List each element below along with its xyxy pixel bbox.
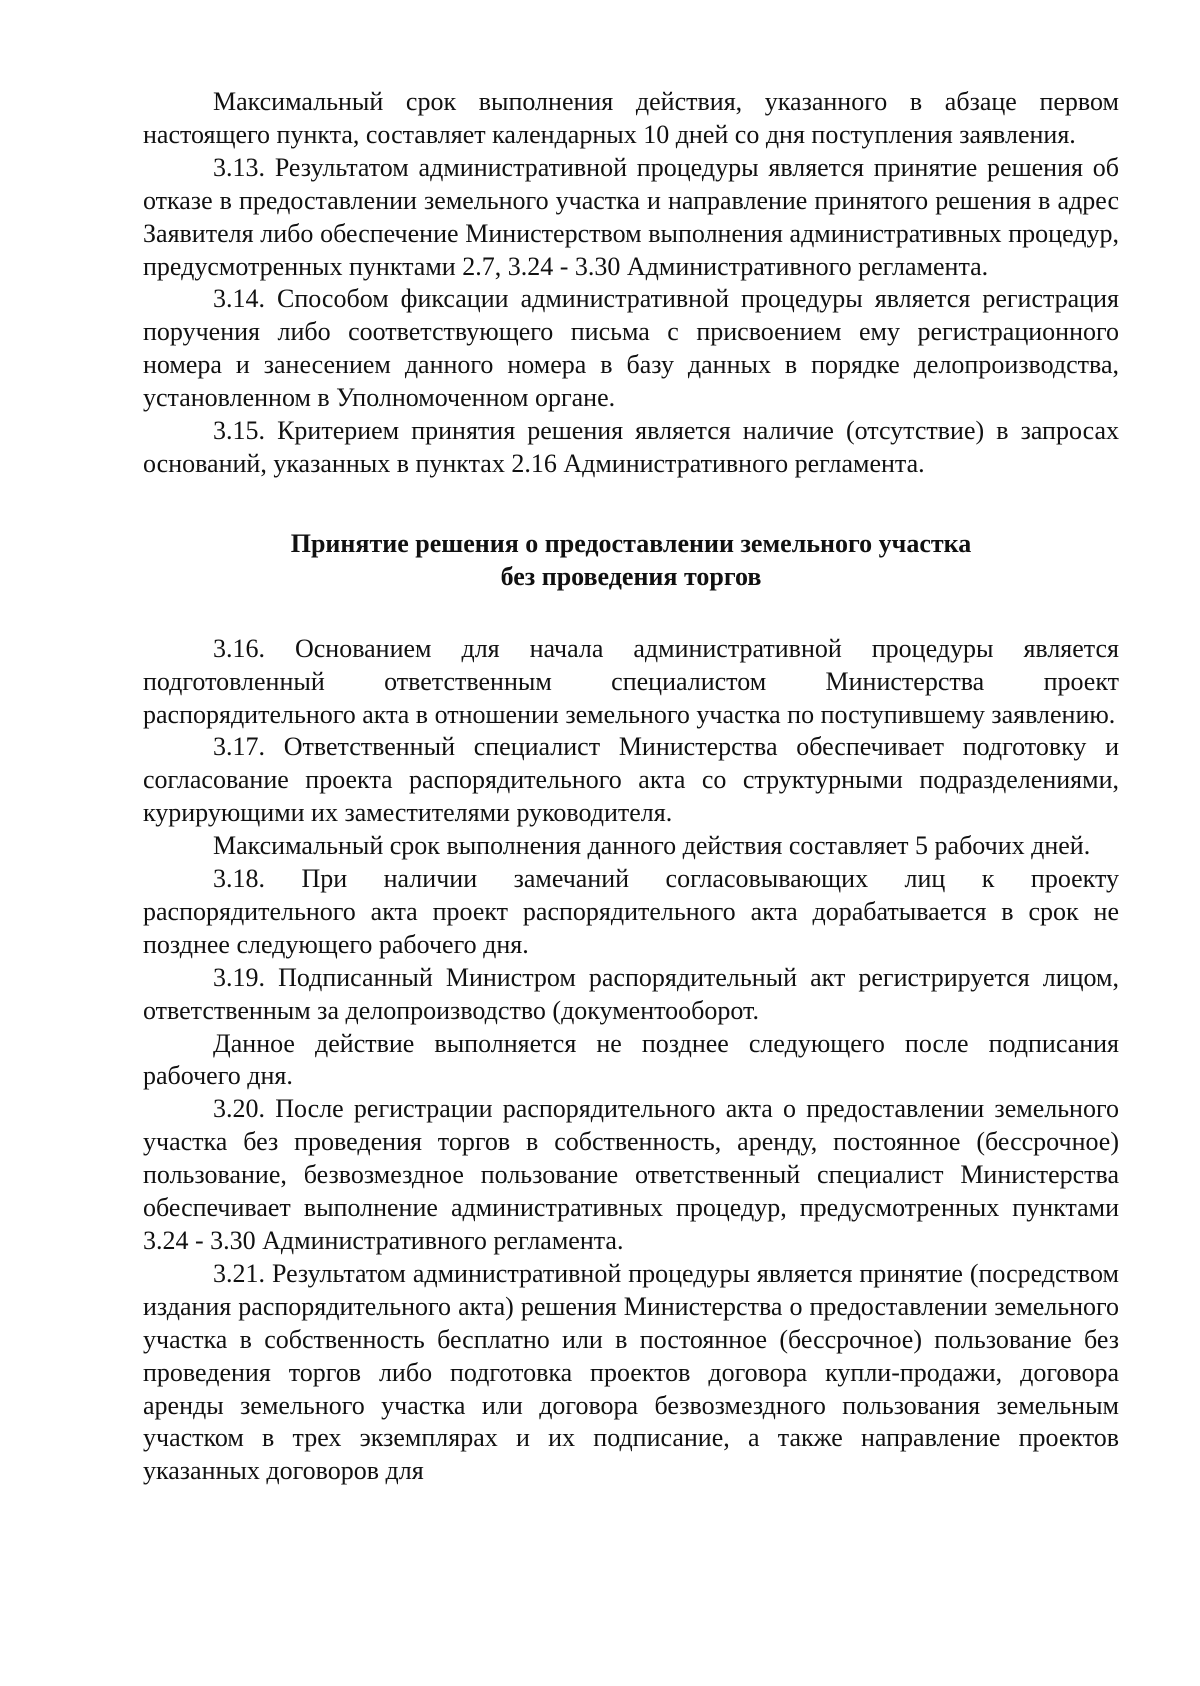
paragraph-3-20: 3.20. После регистрации распорядительного акта о предоставлении земельного участка без проведения торгов в собственность, аренду, постоянное (бессрочное) пользование, безвозмездное пользование ответственный специалист Министерства обеспечивает выполнение административных процедур, предусмотренных пунктами 3.24 - 3.30 Административного регламента.	[143, 1094, 1119, 1255]
paragraph-3-16: 3.16. Основанием для начала административной процедуры является подготовленный ответственным специалистом Министерства проект распорядительного акта в отношении земельного участка по поступившему заявлению.	[143, 633, 1119, 729]
section-heading-line-1: Принятие решения о предоставлении земельного участка	[290, 528, 972, 558]
paragraph-3-17: 3.17. Ответственный специалист Министерства обеспечивает подготовку и согласование проекта распорядительного акта со структурными подразделениями, курирующими их заместителями руководителя.	[143, 732, 1119, 828]
paragraph-3-18: 3.18. При наличии замечаний согласовывающих лиц к проекту распорядительного акта проект распорядительного акта дорабатывается в срок не позднее следующего рабочего дня.	[143, 864, 1119, 959]
paragraph-3-14: 3.14. Способом фиксации административной процедуры является регистрация поручения либо соответствующего письма с присвоением ему регистрационного номера и занесением данного номера в базу данных в порядке делопроизводства, установленном в Уполномоченном органе.	[143, 284, 1119, 413]
paragraph-3-21: 3.21. Результатом административной процедуры является принятие (посредством издания распорядительного акта) решения Министерства о предоставлении земельного участка в собственность бесплатно или в постоянное (бессрочное) пользование без проведения торгов либо подготовка проектов договора купли-продажи, договора аренды земельного участка или договора безвозмездного пользования земельным участком в трех экземплярах и их подписание, а также направление проектов указанных договоров для	[143, 1258, 1119, 1486]
paragraph-action-deadline: Данное действие выполняется не позднее следующего после подписания рабочего дня.	[143, 1028, 1119, 1091]
paragraph-max-term-first: Максимальный срок выполнения действия, указанного в абзаце первом настоящего пункта, составляет календарных 10 дней со дня поступления заявления.	[143, 87, 1119, 149]
paragraph-3-15: 3.15. Критерием принятия решения является наличие (отсутствие) в запросах оснований, указанных в пунктах 2.16 Административного регламента.	[143, 416, 1119, 478]
paragraph-3-19: 3.19. Подписанный Министром распорядительный акт регистрируется лицом, ответственным за делопроизводство (документооборот.	[143, 962, 1119, 1025]
paragraph-3-13: 3.13. Результатом административной процедуры является принятие решения об отказе в предоставлении земельного участка и направление принятого решения в адрес Заявителя либо обеспечение Министерством выполнения административных процедур, предусмотренных пунктами 2.7, 3.24 - 3.30 Административного регламента.	[143, 152, 1119, 281]
section-heading-line-2: без проведения торгов	[500, 561, 762, 591]
section-heading	[143, 528, 1119, 594]
document-page	[143, 86, 1119, 1488]
paragraph-max-term-second: Максимальный срок выполнения данного действия составляет 5 рабочих дней.	[213, 831, 1091, 861]
